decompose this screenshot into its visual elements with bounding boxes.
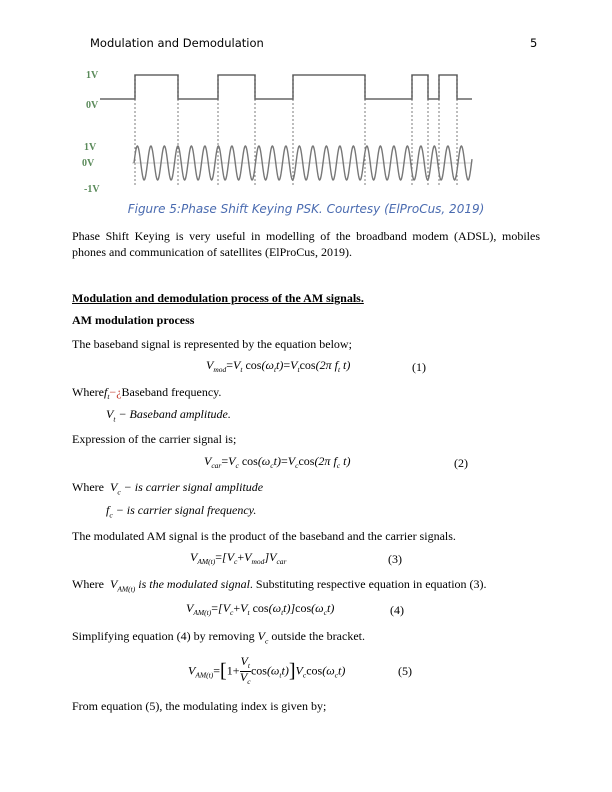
where-modulated-signal: Where $V_{AM(t)}$ is the modulated signal. Substituting respective equation in equation (3). xyxy=(72,577,487,594)
paragraph-modulating-index: From equation (5), the modulating index is given by; xyxy=(72,699,327,713)
where-carrier-frequency: $f_c$ − is carrier signal frequency. xyxy=(106,503,257,520)
equation-3-number: (3) xyxy=(388,552,402,566)
equation-3: $V_{AM(t)}=[V_c+V_{mod}]V_{car}$ xyxy=(190,550,287,566)
label-bot-1v: 1V xyxy=(84,142,97,153)
section-heading: Modulation and demodulation process of the AM signals. xyxy=(72,291,364,305)
where-baseband-frequency: Wheref$_t$−¿Baseband frequency. xyxy=(72,385,222,401)
equation-5: $V_{AM(t)}=[1+$ $\frac{V_t}{V_c}$ $\cos(\omega_tt)]V_c\cos(\omega_ct)$ xyxy=(188,654,346,686)
where-baseband-amplitude: $V_t$ − Baseband amplitude. xyxy=(106,407,231,424)
paragraph-baseband: The baseband signal is represented by the equation below; xyxy=(72,337,352,351)
equation-1: $V_{mod}=V_t$ $\cos(\omega_tt)=V_t\cos(2\pi$ $f_t$ t) xyxy=(206,358,351,374)
paragraph-carrier: Expression of the carrier signal is; xyxy=(72,432,237,446)
running-header-title: Modulation and Demodulation xyxy=(90,36,264,50)
equation-4: $V_{AM(t)}=[V_c+V_t$ $\cos(\omega_tt)]\cos(\omega_ct)$ xyxy=(186,601,335,617)
equation-2: $V_{car}=V_c$ $\cos(\omega_ct)=V_c\cos(2\pi$ $f_c$ t) xyxy=(204,454,351,470)
label-bot-neg1v: -1V xyxy=(84,184,100,195)
equation-2-number: (2) xyxy=(454,456,468,470)
digital-bit-stream xyxy=(100,75,472,99)
paragraph-simplify: Simplifying equation (4) by removing $V_c$ outside the bracket. xyxy=(72,629,365,646)
equation-1-number: (1) xyxy=(412,360,426,374)
page-number: 5 xyxy=(530,36,538,50)
label-bot-0v: 0V xyxy=(82,158,95,169)
label-top-0v: 0V xyxy=(86,100,99,111)
equation-5-number: (5) xyxy=(398,664,412,678)
bit-boundary-lines xyxy=(135,75,457,186)
subsection-heading: AM modulation process xyxy=(72,313,195,327)
paragraph-modulated: The modulated AM signal is the product of the baseband and the carrier signals. xyxy=(72,529,456,543)
label-top-1v: 1V xyxy=(86,70,99,81)
figure-caption: Figure 5:Phase Shift Keying PSK. Courtesy (ElProCus, 2019) xyxy=(127,202,485,216)
where-carrier-amplitude: Where $V_c$ − is carrier signal amplitude xyxy=(72,480,264,497)
psk-waveform-figure xyxy=(72,62,482,202)
paragraph-psk-uses: Phase Shift Keying is very useful in modelling of the broadband modem (ADSL), mobiles phones and communication of satellites (ElProCus, 2019). xyxy=(72,229,540,259)
equation-4-number: (4) xyxy=(390,603,404,617)
